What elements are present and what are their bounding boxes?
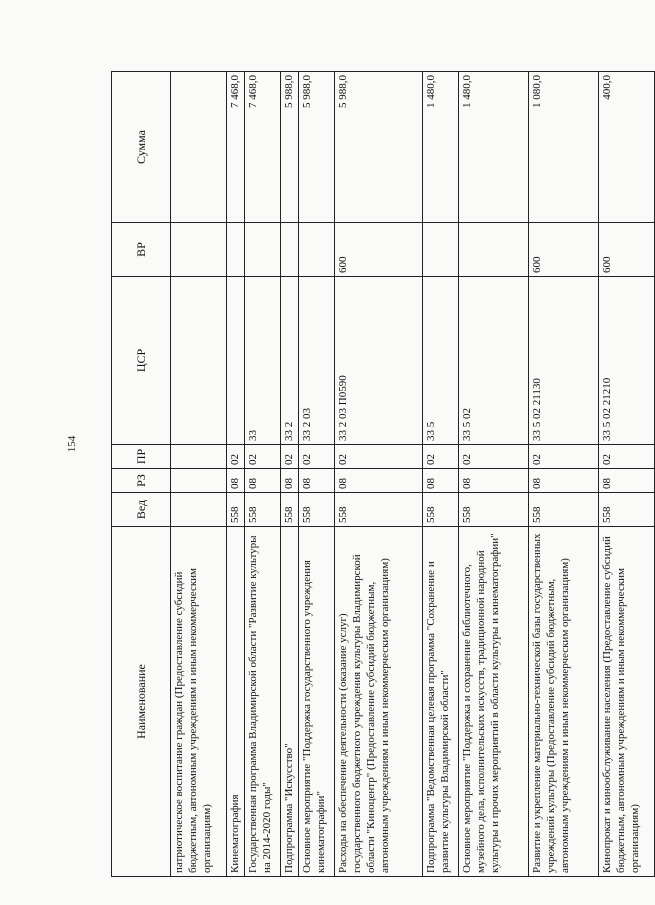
cell-vr: 600 (529, 223, 599, 277)
budget-table (111, 71, 655, 877)
cell-name: Основное мероприятие "Поддержка государственного учреждения кинематографии" (299, 527, 335, 877)
cell-vr (423, 223, 459, 277)
cell-csr: 33 2 03 П0590 (335, 277, 423, 445)
header-vr: ВР (112, 223, 171, 277)
cell-pr: 02 (529, 445, 599, 469)
cell-pr: 02 (459, 445, 529, 469)
cell-rz: 08 (459, 469, 529, 493)
cell-vr: 600 (599, 223, 655, 277)
header-rz: РЗ (112, 469, 171, 493)
header-ved: Вед (112, 493, 171, 527)
header-pr: ПР (112, 445, 171, 469)
cell-name: Расходы на обеспечение деятельности (оказание услуг) государственного бюджетного учреждения культуры Владимирской области "Киноцентр" (Предоставление субсидий бюджетным, автономным учреждениям и иным некоммерческим организациям) (335, 527, 423, 877)
cell-pr: 02 (227, 445, 245, 469)
header-name: Наименование (112, 527, 171, 877)
rotated-table-frame (111, 72, 641, 877)
cell-name: Кинематография (227, 527, 245, 877)
cell-pr: 02 (281, 445, 299, 469)
cell-ved: 558 (335, 493, 423, 527)
cell-ved: 558 (423, 493, 459, 527)
cell-rz: 08 (281, 469, 299, 493)
cell-vr (299, 223, 335, 277)
cell-pr: 02 (335, 445, 423, 469)
table-row (423, 72, 459, 877)
cell-ved: 558 (529, 493, 599, 527)
cell-sum (171, 72, 227, 223)
cell-csr (227, 277, 245, 445)
cell-ved: 558 (281, 493, 299, 527)
cell-vr: 600 (335, 223, 423, 277)
cell-csr: 33 2 03 (299, 277, 335, 445)
page-number: 154 (66, 435, 78, 453)
cell-vr (281, 223, 299, 277)
table-row (281, 72, 299, 877)
cell-sum: 1 480,0 (423, 72, 459, 223)
table-row (599, 72, 655, 877)
cell-vr (459, 223, 529, 277)
cell-sum: 5 988,0 (335, 72, 423, 223)
header-csr: ЦСР (112, 277, 171, 445)
cell-rz: 08 (245, 469, 281, 493)
cell-csr: 33 (245, 277, 281, 445)
cell-csr: 33 5 02 21210 (599, 277, 655, 445)
table-row (529, 72, 599, 877)
cell-sum: 1 080,0 (529, 72, 599, 223)
cell-rz: 08 (599, 469, 655, 493)
table-row (227, 72, 245, 877)
cell-name: Подпрограмма "Искусство" (281, 527, 299, 877)
cell-sum: 7 468,0 (245, 72, 281, 223)
cell-name: Государственная программа Владимирской области "Развитие культуры на 2014-2020 годы" (245, 527, 281, 877)
table-row (245, 72, 281, 877)
cell-name: патриотическое воспитание граждан (Предоставление субсидий бюджетным, автономным учреждениям и иным некоммерческим организациям) (171, 527, 227, 877)
cell-rz: 08 (335, 469, 423, 493)
cell-ved: 558 (227, 493, 245, 527)
cell-rz: 08 (529, 469, 599, 493)
cell-csr: 33 5 02 (459, 277, 529, 445)
cell-name: Подпрограмма "Ведомственная целевая программа "Сохранение и развитие культуры Владимирской области" (423, 527, 459, 877)
table-row (299, 72, 335, 877)
cell-vr (227, 223, 245, 277)
cell-rz (171, 469, 227, 493)
cell-sum: 5 988,0 (299, 72, 335, 223)
cell-rz: 08 (299, 469, 335, 493)
cell-ved: 558 (599, 493, 655, 527)
cell-pr: 02 (299, 445, 335, 469)
cell-pr: 02 (245, 445, 281, 469)
cell-rz: 08 (227, 469, 245, 493)
cell-rz: 08 (423, 469, 459, 493)
cell-ved: 558 (245, 493, 281, 527)
cell-name: Кинопрокат и кинообслуживание населения (Предоставление субсидий бюджетным, автономным учреждениям и иным некоммерческим организациям) (599, 527, 655, 877)
cell-pr: 02 (599, 445, 655, 469)
cell-ved: 558 (299, 493, 335, 527)
table-row (171, 72, 227, 877)
table-container (111, 72, 641, 877)
cell-sum: 1 480,0 (459, 72, 529, 223)
cell-sum: 400,0 (599, 72, 655, 223)
table-row (459, 72, 529, 877)
cell-csr: 33 2 (281, 277, 299, 445)
cell-pr (171, 445, 227, 469)
cell-csr: 33 5 02 21130 (529, 277, 599, 445)
cell-vr (245, 223, 281, 277)
table-row (335, 72, 423, 877)
cell-csr (171, 277, 227, 445)
cell-ved: 558 (459, 493, 529, 527)
cell-csr: 33 5 (423, 277, 459, 445)
table-header-row (112, 72, 171, 877)
cell-vr (171, 223, 227, 277)
cell-sum: 7 468,0 (227, 72, 245, 223)
cell-name: Развитие и укрепление материально-технической базы государственных учреждений культуры (Предоставление субсидий бюджетным, автономным учреждениям и иным некоммерческим организациям) (529, 527, 599, 877)
header-sum: Сумма (112, 72, 171, 223)
cell-sum: 5 988,0 (281, 72, 299, 223)
cell-pr: 02 (423, 445, 459, 469)
cell-name: Основное мероприятие "Поддержка и сохранение библиотечного, музейного дела, исполнительских искусств, традиционной народной культуры и прочих мероприятий в области культуры и кинематографии" (459, 527, 529, 877)
cell-ved (171, 493, 227, 527)
